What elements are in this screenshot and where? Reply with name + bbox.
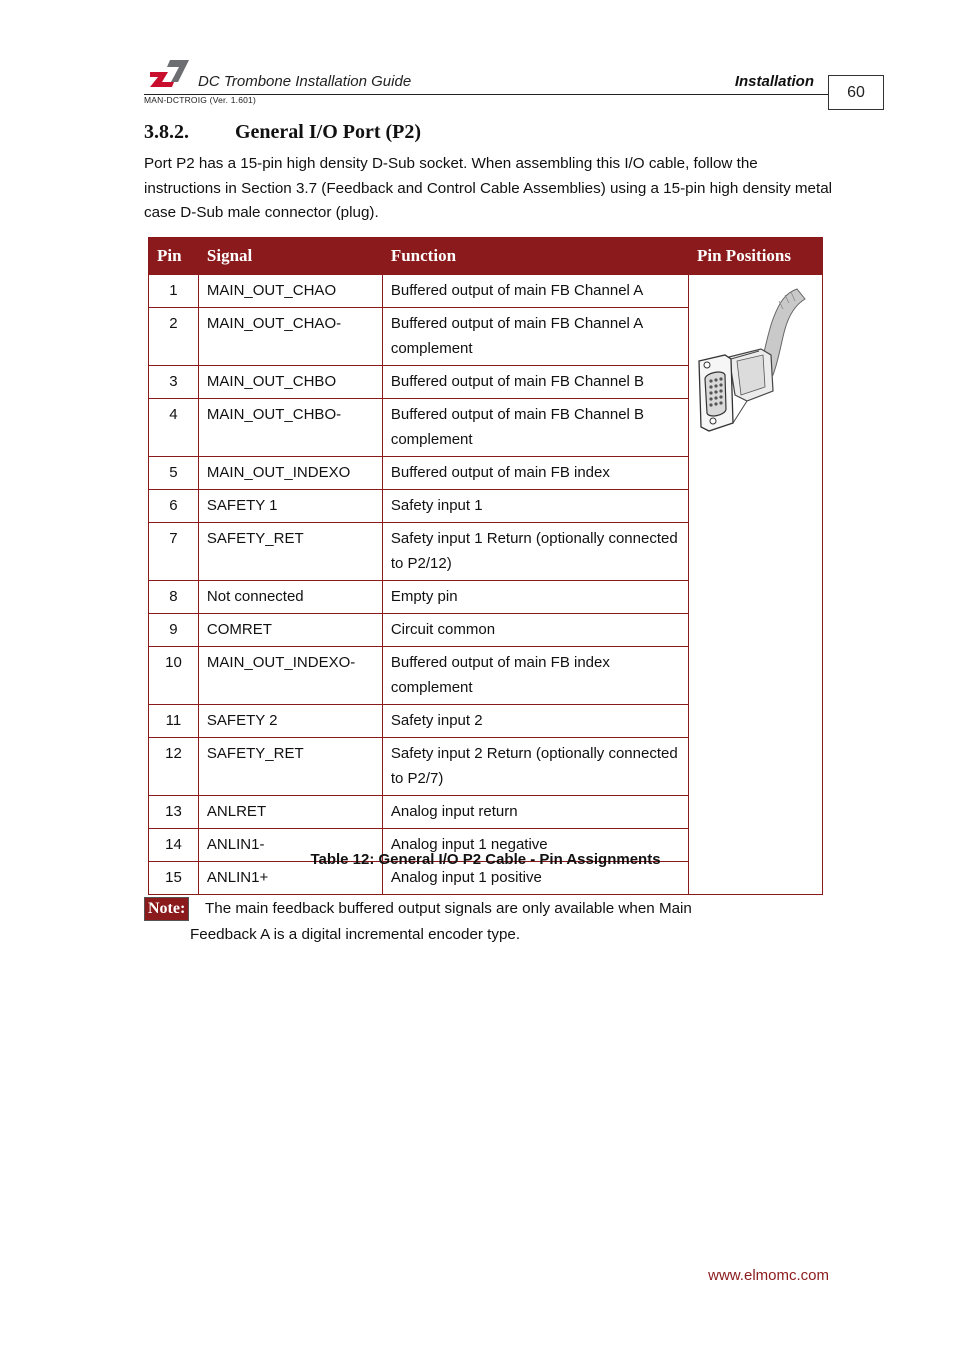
pin-number: 10 xyxy=(149,647,199,705)
function-description: Analog input 1 positive xyxy=(382,862,688,895)
pin-number: 1 xyxy=(149,275,199,308)
pin-number: 13 xyxy=(149,796,199,829)
pin-number: 15 xyxy=(149,862,199,895)
signal-name: ANLIN1- xyxy=(198,829,382,862)
signal-name: MAIN_OUT_INDEXO- xyxy=(198,647,382,705)
function-description: Buffered output of main FB index xyxy=(382,457,688,490)
table-caption: Table 12: General I/O P2 Cable - Pin Assignments xyxy=(310,851,661,868)
pin-number: 2 xyxy=(149,308,199,366)
table-row xyxy=(149,275,823,308)
function-description: Buffered output of main FB Channel A xyxy=(382,275,688,308)
page-number: 60 xyxy=(828,75,884,110)
pin-number: 7 xyxy=(149,523,199,581)
signal-name: MAIN_OUT_CHBO xyxy=(198,366,382,399)
pin-assignment-table xyxy=(148,237,823,895)
signal-name: SAFETY_RET xyxy=(198,523,382,581)
function-description: Safety input 1 Return (optionally connected to P2/12) xyxy=(382,523,688,581)
function-description: Buffered output of main FB index complement xyxy=(382,647,688,705)
header-pin-positions: Pin Positions xyxy=(689,238,823,275)
pin-number: 14 xyxy=(149,829,199,862)
function-description: Buffered output of main FB Channel B complement xyxy=(382,399,688,457)
function-description: Buffered output of main FB Channel A complement xyxy=(382,308,688,366)
signal-name: SAFETY 1 xyxy=(198,490,382,523)
pin-positions-cell xyxy=(689,275,823,895)
section-name: Installation xyxy=(734,73,814,90)
footer-website-link[interactable]: www.elmomc.com xyxy=(708,1267,829,1284)
function-description: Safety input 2 Return (optionally connected to P2/7) xyxy=(382,738,688,796)
section-title: General I/O Port (P2) xyxy=(235,121,422,143)
signal-name: SAFETY_RET xyxy=(198,738,382,796)
function-description: Analog input return xyxy=(382,796,688,829)
header-function: Function xyxy=(382,238,688,275)
pin-number: 5 xyxy=(149,457,199,490)
document-title: DC Trombone Installation Guide xyxy=(198,73,412,90)
pin-number: 11 xyxy=(149,705,199,738)
note-label: Note: xyxy=(144,897,189,921)
document-code: MAN-DCTROIG (Ver. 1.601) xyxy=(144,95,257,105)
pin-number: 6 xyxy=(149,490,199,523)
table-header-row xyxy=(149,238,823,275)
function-description: Safety input 1 xyxy=(382,490,688,523)
pin-number: 4 xyxy=(149,399,199,457)
function-description: Buffered output of main FB Channel B xyxy=(382,366,688,399)
function-description: Circuit common xyxy=(382,614,688,647)
pin-number: 8 xyxy=(149,581,199,614)
function-description: Safety input 2 xyxy=(382,705,688,738)
pin-number: 9 xyxy=(149,614,199,647)
signal-name: COMRET xyxy=(198,614,382,647)
note-text: The main feedback buffered output signals are only available when Main Feedback A is a digital incremental encoder type. xyxy=(190,900,692,943)
signal-name: MAIN_OUT_INDEXO xyxy=(198,457,382,490)
function-description: Analog input 1 negative xyxy=(382,829,688,862)
dsub-connector-image xyxy=(693,283,811,433)
signal-name: Not connected xyxy=(198,581,382,614)
signal-name: MAIN_OUT_CHBO- xyxy=(198,399,382,457)
section-number: 3.8.2. xyxy=(144,121,189,143)
section-heading xyxy=(144,121,421,144)
pin-number: 3 xyxy=(149,366,199,399)
header-signal: Signal xyxy=(198,238,382,275)
elmo-logo xyxy=(148,58,190,88)
signal-name: ANLRET xyxy=(198,796,382,829)
header-pin: Pin xyxy=(149,238,199,275)
pin-number: 12 xyxy=(149,738,199,796)
signal-name: MAIN_OUT_CHAO- xyxy=(198,308,382,366)
intro-paragraph: Port P2 has a 15-pin high density D-Sub socket. When assembling this I/O cable, follow the instructions in Section 3.7 (Feedback and Control Cable Assemblies) using a 15-pin high density metal case D-Sub male connector (plug). xyxy=(144,155,833,221)
signal-name: ANLIN1+ xyxy=(198,862,382,895)
signal-name: MAIN_OUT_CHAO xyxy=(198,275,382,308)
function-description: Empty pin xyxy=(382,581,688,614)
signal-name: SAFETY 2 xyxy=(198,705,382,738)
